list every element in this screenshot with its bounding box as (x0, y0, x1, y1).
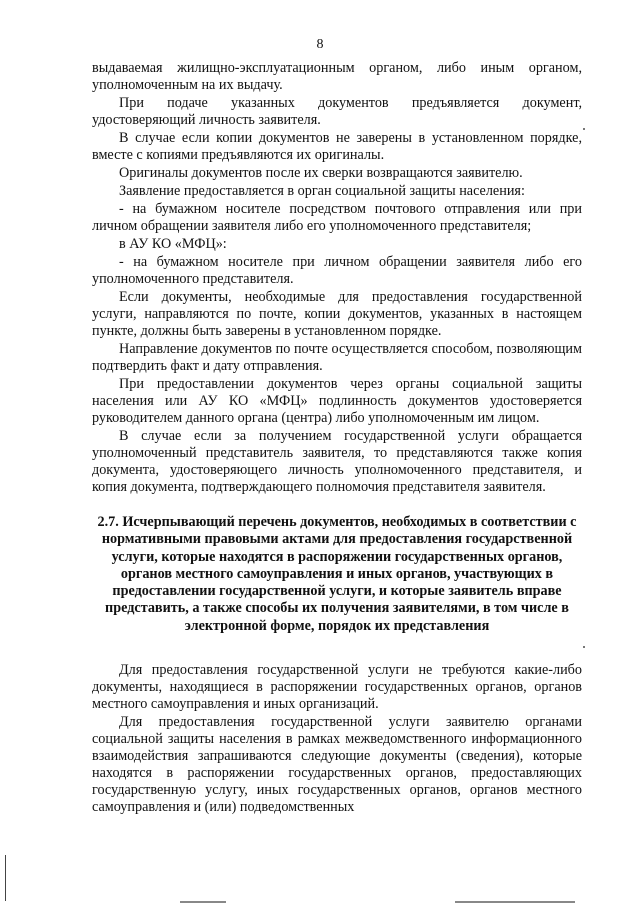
paragraph-mfc: в АУ КО «МФЦ»: (119, 236, 227, 252)
paragraph-identity-document: При подаче указанных документов предъявляется документ, удостоверяющий личность заявителя. (92, 95, 582, 128)
paragraph-interagency-request: Для предоставления государственной услуги заявителю органами социальной защиты населения в рамках межведомственного информационного взаимодействия запрашиваются следующие документы (сведения), которые находятся в распоряжении государственных органов, предоставляющих государственную услугу, иных государственных органов, органов местного самоуправления и (или) подведомственных (92, 714, 582, 816)
scan-speck (583, 128, 585, 130)
page-number: 8 (316, 37, 324, 52)
paragraph-continuation: выдаваемая жилищно-эксплуатационным органом, либо иным органом, уполномоченным на их выдачу. (92, 60, 582, 93)
paragraph-originals-returned: Оригиналы документов после их сверки возвращаются заявителю. (119, 165, 523, 181)
paragraph-postal-method: Направление документов по почте осуществляется способом, позволяющим подтвердить факт и дату отправления. (92, 341, 582, 374)
list-item-paper-personal: - на бумажном носителе при личном обращении заявителя либо его уполномоченного представителя. (92, 254, 582, 287)
scan-speck (583, 646, 585, 648)
paragraph-application-submission: Заявление предоставляется в орган социальной защиты населения: (119, 183, 525, 199)
paragraph-representative: В случае если за получением государственной услуги обращается уполномоченный представитель заявителя, то представляются также копия документа, удостоверяющего личность уполномоченного представителя, и копия документа, подтверждающего полномочия представителя заявителя. (92, 428, 582, 495)
scan-artifact-line (180, 901, 226, 903)
list-item-paper-mail: - на бумажном носителе посредством почтового отправления или при личном обращении заявителя либо его уполномоченного представителя; (92, 201, 582, 234)
paragraph-postal-copies: Если документы, необходимые для предоставления государственной услуги, направляются по почте, копии документов, указанных в настоящем пункте, должны быть заверены в установленном порядке. (92, 289, 582, 339)
scan-margin-line (5, 855, 6, 901)
paragraph-authenticity: При предоставлении документов через органы социальной защиты населения или АУ КО «МФЦ» подлинность документов удостоверяется руководителем данного органа (центра) либо уполномоченным им лицом. (92, 376, 582, 426)
paragraph-copies-originals: В случае если копии документов не заверены в установленном порядке, вместе с копиями предъявляются их оригиналы. (92, 130, 582, 163)
paragraph-no-documents-required: Для предоставления государственной услуги не требуются какие-либо документы, находящиеся в распоряжении государственных органов, органов местного самоуправления и иных организаций. (92, 662, 582, 713)
scan-artifact-line (455, 901, 575, 903)
section-spacer (92, 635, 582, 662)
section-heading-2-7: 2.7. Исчерпывающий перечень документов, необходимых в соответствии с нормативными правовыми актами для предоставления государственной услуги, которые находятся в распоряжении государственных органов, органов местного самоуправления и иных органов, участвующих в предоставлении государственной услуги, и которые заявитель вправе представить, а также способы их получения заявителями, в том числе в электронной форме, порядок их представления (97, 514, 577, 634)
document-body (92, 60, 582, 817)
